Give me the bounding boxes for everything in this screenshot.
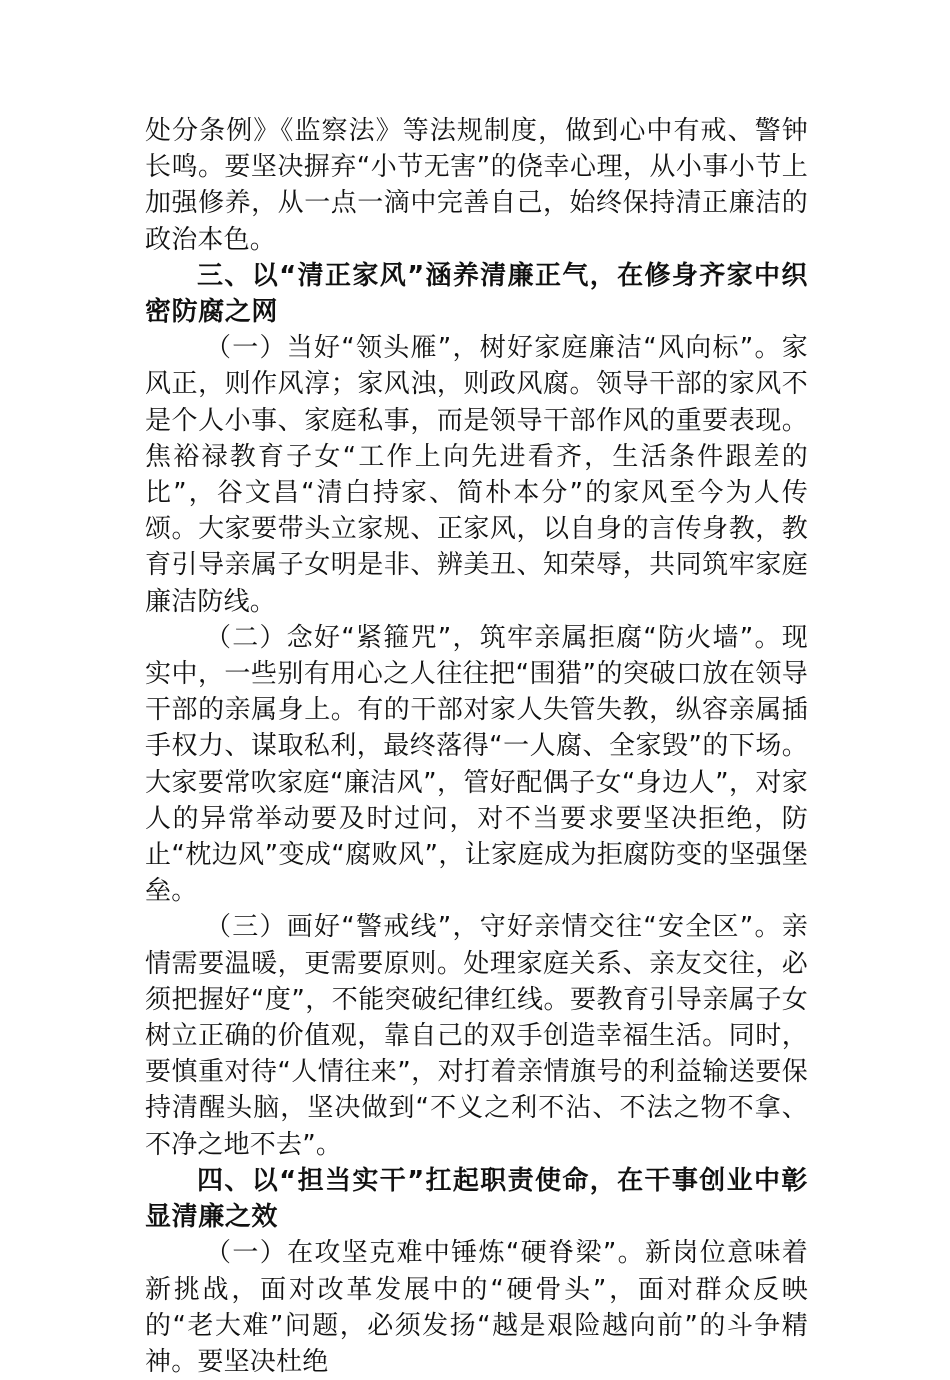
paragraph-hard-backbone: （一）在攻坚克难中锤炼“硬脊梁”。新岗位意味着新挑战，面对改革发展中的“硬骨头”，面对群众反映的“老大难”问题，必须发扬“越是艰险越向前”的斗争精神。要坚决杜绝 [145,1238,808,1377]
paragraph-continuation: 处分条例》《监察法》等法规制度，做到心中有戒、警钟长鸣。要坚决摒弃“小节无害”的侥幸心理，从小事小节上加强修养，从一点一滴中完善自己，始终保持清正廉洁的政治本色。 [145,116,808,255]
paragraph-tight-spell: （二）念好“紧箍咒”，筑牢亲属拒腐“防火墙”。现实中，一些别有用心之人往往把“围猎”的突破口放在领导干部的亲属身上。有的干部对家人失管失教，纵容亲属插手权力、谋取私利，最终落得“一人腐、全家毁”的下场。大家要常吹家庭“廉洁风”，管好配偶子女“身边人”，对家人的异常举动要及时过问，对不当要求要坚决拒绝，防止“枕边风”变成“腐败风”，让家庭成为拒腐防变的坚强堡垒。 [145,622,808,907]
paragraph-warning-line: （三）画好“警戒线”，守好亲情交往“安全区”。亲情需要温暖，更需要原则。处理家庭关系、亲友交往，必须把握好“度”，不能突破纪律红线。要教育引导亲属子女树立正确的价值观，靠自己的双手创造幸福生活。同时，要慎重对待“人情往来”，对打着亲情旗号的利益输送要保持清醒头脑，坚决做到“不义之利不沾、不法之物不拿、不净之地不去”。 [145,912,808,1160]
section-heading-three: 三、以“清正家风”涵养清廉正气，在修身齐家中织密防腐之网 [145,260,808,328]
document-page [145,113,808,1380]
section-heading-four: 四、以“担当实干”扛起职责使命，在干事创业中彰显清廉之效 [145,1165,808,1233]
paragraph-lead-goose: （一）当好“领头雁”，树好家庭廉洁“风向标”。家风正，则作风淳；家风浊，则政风腐。领导干部的家风不是个人小事、家庭私事，而是领导干部作风的重要表现。焦裕禄教育子女“工作上向先进看齐，生活条件跟差的比”，谷文昌“清白持家、简朴本分”的家风至今为人传颂。大家要带头立家规、正家风，以自身的言传身教，教育引导亲属子女明是非、辨美丑、知荣辱，共同筑牢家庭廉洁防线。 [145,333,808,617]
